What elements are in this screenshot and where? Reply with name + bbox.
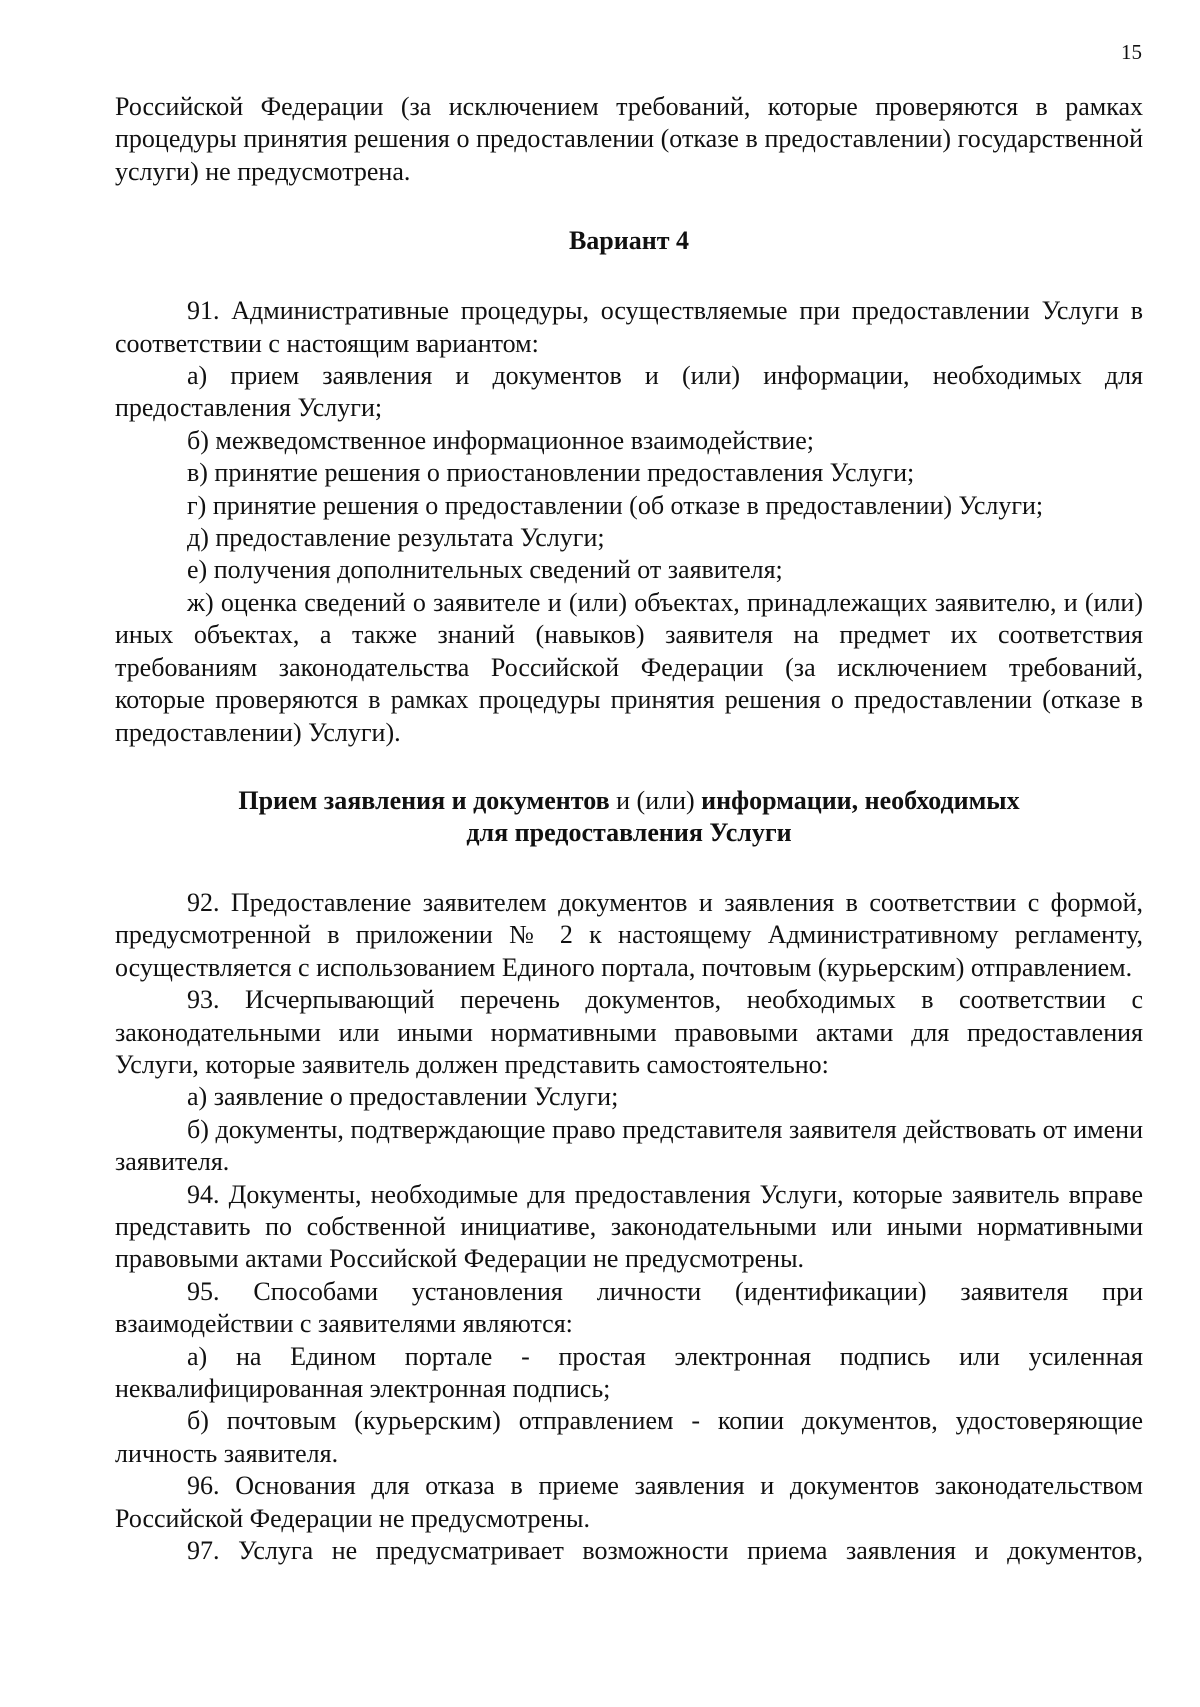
- list-item-91v: в) принятие решения о приостановлении предоставления Услуги;: [187, 458, 915, 488]
- list-item-91zh: ж) оценка сведений о заявителе и (или) объектах, принадлежащих заявителю, и (или) иных объектах, а также знаний (навыков) заявителя на предмет их соответствия требованиям законодательства Российской Федерации (за исключением требований, которые проверяются в рамках процедуры принятия решения о предоставлении (отказе в предоставлении) Услуги).: [115, 587, 1143, 747]
- document-body: [115, 91, 1143, 1567]
- page-number: 15: [1121, 40, 1142, 64]
- list-item-91e: е) получения дополнительных сведений от заявителя;: [187, 555, 783, 585]
- heading-section-line-1: [115, 785, 1143, 817]
- list-item-93a: а) заявление о предоставлении Услуги;: [187, 1082, 619, 1112]
- paragraph-92: 92. Предоставление заявителем документов и заявления в соответствии с формой, предусмотренной в приложении № 2 к настоящему Административному регламенту, осуществляется с использованием Единого портала, почтовым (курьерским) отправлением.: [115, 887, 1143, 982]
- heading-section-line-2: для предоставления Услуги: [466, 817, 792, 847]
- list-item-93b: б) документы, подтверждающие право представителя заявителя действовать от имени заявителя.: [115, 1114, 1143, 1177]
- paragraph-93: 93. Исчерпывающий перечень документов, необходимых в соответствии с законодательными или иными нормативными правовыми актами для предоставления Услуги, которые заявитель должен представить самостоятельно:: [115, 985, 1143, 1079]
- list-item-95b: б) почтовым (курьерским) отправлением - копии документов, удостоверяющие личность заявителя.: [115, 1406, 1143, 1468]
- list-item-91b: б) межведомственное информационное взаимодействие;: [187, 425, 814, 455]
- list-item-91d: д) предоставление результата Услуги;: [187, 523, 605, 553]
- paragraph-intro: Российской Федерации (за исключением требований, которые проверяются в рамках процедуры принятия решения о предоставлении (отказе в предоставлении) государственной услуги) не предусмотрена.: [115, 92, 1143, 186]
- paragraph-96: 96. Основания для отказа в приеме заявления и документов законодательством Российской Федерации не предусмотрены.: [115, 1471, 1143, 1533]
- heading-variant: Вариант 4: [568, 226, 690, 256]
- paragraph-95: 95. Способами установления личности (идентификации) заявителя при взаимодействии с заявителями являются:: [115, 1276, 1143, 1339]
- heading-normal-part: и (или): [609, 785, 702, 815]
- list-item-95a: а) на Едином портале - простая электронная подпись или усиленная неквалифицированная электронная подпись;: [115, 1341, 1143, 1403]
- paragraph-94: 94. Документы, необходимые для предоставления Услуги, которые заявитель вправе представить по собственной инициативе, законодательными или иными нормативными правовыми актами Российской Федерации не предусмотрены.: [115, 1179, 1143, 1274]
- heading-bold-part-b: информации, необходимых: [701, 785, 1020, 815]
- heading-bold-part-a: Прием заявления и документов: [238, 785, 610, 815]
- heading-section: [115, 785, 1143, 849]
- paragraph-97: 97. Услуга не предусматривает возможности приема заявления и документов,: [187, 1536, 1143, 1566]
- list-item-91a: а) прием заявления и документов и (или) информации, необходимых для предоставления Услуги;: [115, 361, 1143, 423]
- paragraph-91: 91. Административные процедуры, осуществляемые при предоставлении Услуги в соответствии с настоящим вариантом:: [115, 296, 1143, 358]
- list-item-91g: г) принятие решения о предоставлении (об отказе в предоставлении) Услуги;: [187, 490, 1044, 520]
